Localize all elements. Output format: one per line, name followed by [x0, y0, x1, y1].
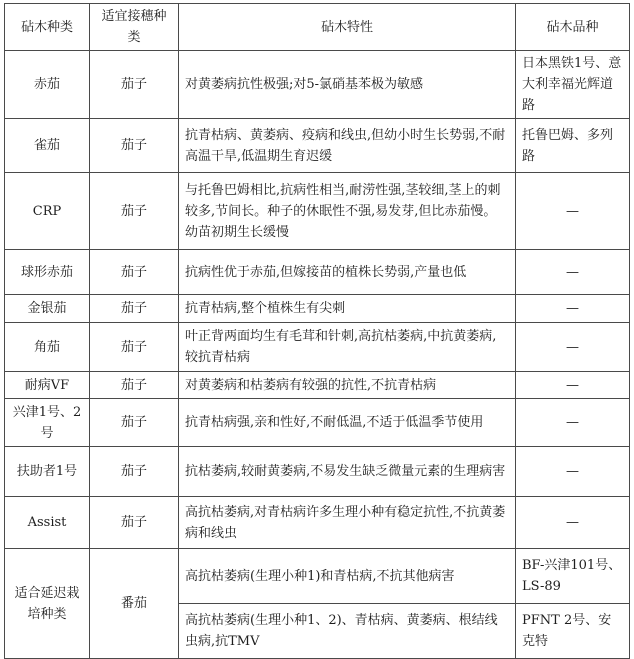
scion-type: 茄子	[90, 323, 179, 372]
rootstock-varieties: —	[516, 295, 630, 323]
rootstock-varieties: BF-兴津101号、LS-89	[516, 549, 630, 604]
rootstock-varieties: —	[516, 250, 630, 295]
rootstock-type: 金银茄	[5, 295, 90, 323]
rootstock-varieties: —	[516, 173, 630, 250]
table-row	[5, 295, 630, 323]
rootstock-type: 扶助者1号	[5, 447, 90, 497]
rootstock-characteristics: 对黄萎病和枯萎病有较强的抗性,不抗青枯病	[179, 372, 516, 399]
rootstock-type: 适合延迟栽培种类	[5, 549, 90, 659]
scion-type: 茄子	[90, 497, 179, 549]
scion-type: 茄子	[90, 250, 179, 295]
table-row	[5, 497, 630, 549]
rootstock-type: CRP	[5, 173, 90, 250]
rootstock-characteristics: 抗枯萎病,较耐黄萎病,不易发生缺乏微量元素的生理病害	[179, 447, 516, 497]
rootstock-table	[4, 3, 630, 659]
scion-type: 番茄	[90, 549, 179, 659]
table-row	[5, 173, 630, 250]
header-rootstock-characteristics: 砧木特性	[179, 4, 516, 51]
rootstock-type: 赤茄	[5, 51, 90, 119]
rootstock-type: 球形赤茄	[5, 250, 90, 295]
table-row	[5, 51, 630, 119]
rootstock-varieties: 日本黑铁1号、意大利幸福光辉道路	[516, 51, 630, 119]
header-scion-type: 适宜接穗种类	[90, 4, 179, 51]
scion-type: 茄子	[90, 399, 179, 447]
rootstock-characteristics: 高抗枯萎病(生理小种1)和青枯病,不抗其他病害	[179, 549, 516, 604]
table-row	[5, 119, 630, 173]
table-row	[5, 250, 630, 295]
scion-type: 茄子	[90, 119, 179, 173]
rootstock-varieties: —	[516, 447, 630, 497]
table-row	[5, 399, 630, 447]
rootstock-characteristics: 抗青枯病强,亲和性好,不耐低温,不适于低温季节使用	[179, 399, 516, 447]
rootstock-characteristics: 抗病性优于赤茄,但嫁接苗的植株长势弱,产量也低	[179, 250, 516, 295]
rootstock-characteristics: 抗青枯病,整个植株生有尖刺	[179, 295, 516, 323]
rootstock-varieties: —	[516, 497, 630, 549]
rootstock-characteristics: 叶正背两面均生有毛茸和针刺,高抗枯萎病,中抗黄萎病,较抗青枯病	[179, 323, 516, 372]
rootstock-characteristics: 高抗枯萎病(生理小种1、2)、青枯病、黄萎病、根结线虫病,抗TMV	[179, 604, 516, 659]
scion-type: 茄子	[90, 372, 179, 399]
scion-type: 茄子	[90, 295, 179, 323]
rootstock-varieties: —	[516, 372, 630, 399]
header-rootstock-type: 砧木种类	[5, 4, 90, 51]
rootstock-type: 耐病VF	[5, 372, 90, 399]
rootstock-characteristics: 高抗枯萎病,对青枯病许多生理小种有稳定抗性,不抗黄萎病和线虫	[179, 497, 516, 549]
scion-type: 茄子	[90, 51, 179, 119]
header-rootstock-varieties: 砧木品种	[516, 4, 630, 51]
scion-type: 茄子	[90, 447, 179, 497]
rootstock-characteristics: 对黄萎病抗性极强;对5-氯硝基苯极为敏感	[179, 51, 516, 119]
rootstock-type: Assist	[5, 497, 90, 549]
table-row	[5, 323, 630, 372]
rootstock-characteristics: 与托鲁巴姆相比,抗病性相当,耐涝性强,茎较细,茎上的刺较多,节间长。种子的休眠性不强,易发芽,但比赤茄慢。幼苗初期生长缓慢	[179, 173, 516, 250]
scion-type: 茄子	[90, 173, 179, 250]
rootstock-varieties: 托鲁巴姆、多列路	[516, 119, 630, 173]
rootstock-varieties: —	[516, 399, 630, 447]
rootstock-type: 角茄	[5, 323, 90, 372]
rootstock-type: 兴津1号、2号	[5, 399, 90, 447]
table-row	[5, 372, 630, 399]
rootstock-type: 雀茄	[5, 119, 90, 173]
table-row	[5, 549, 630, 604]
rootstock-varieties: PFNT 2号、安克特	[516, 604, 630, 659]
rootstock-characteristics: 抗青枯病、黄萎病、疫病和线虫,但幼小时生长势弱,不耐高温干旱,低温期生育迟缓	[179, 119, 516, 173]
rootstock-varieties: —	[516, 323, 630, 372]
table-row	[5, 447, 630, 497]
header-row	[5, 4, 630, 51]
